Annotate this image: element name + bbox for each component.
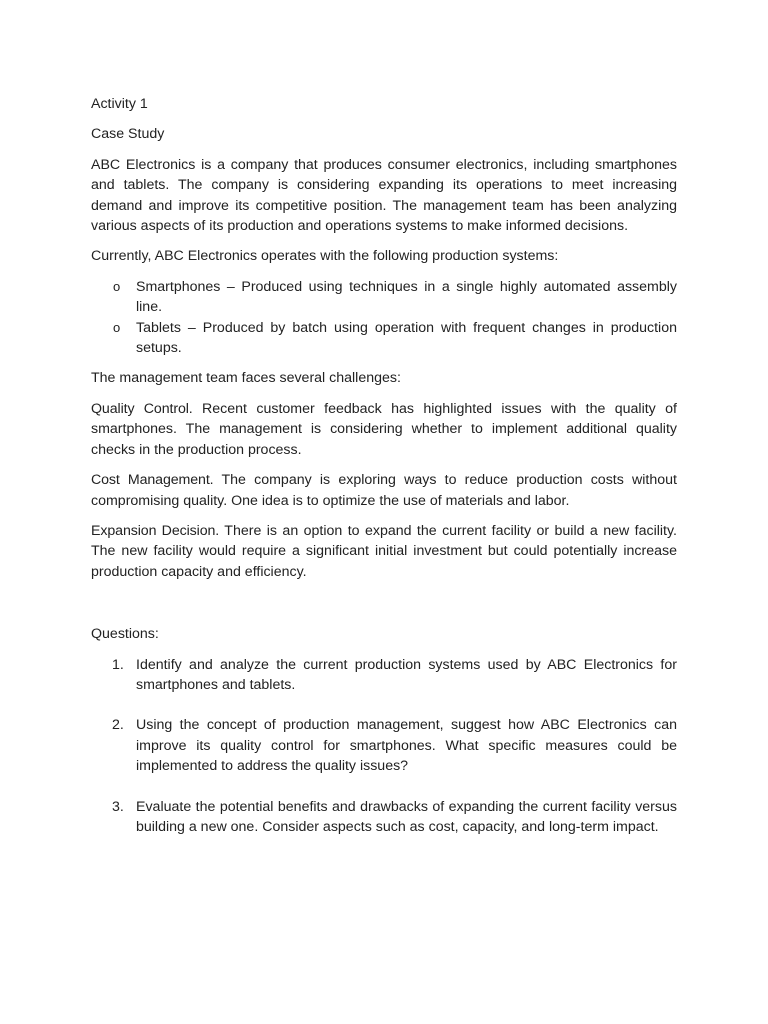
intro-paragraph: ABC Electronics is a company that produces consumer electronics, including smartphones and tablets. The company is considering expanding its operations to meet increasing demand and improve its competitive position. The management team has been analyzing various aspects of its production and operations systems to make informed decisions. [91,156,677,235]
questions-list [91,655,677,838]
challenge-cost-management [91,470,677,511]
system-text: Smartphones – Produced using techniques in a single highly automated assembly line. [136,278,677,316]
question-number: 3. [112,798,124,815]
challenge-text: There is an option to expand the current facility or build a new facility. The new facility would require a significant initial investment but could potentially increase production capacity and efficiency. [91,522,677,580]
document-page [91,94,677,857]
question-number: 1. [112,656,124,673]
challenge-text: Recent customer feedback has highlighted issues with the quality of smartphones. The management is considering whether to implement additional quality checks in the production process. [91,400,677,458]
bullet-icon: o [113,278,121,294]
challenge-label: Expansion Decision. [91,522,220,539]
list-item [91,797,677,838]
list-item [91,277,677,318]
challenge-label: Cost Management. [91,472,214,489]
question-text: Using the concept of production management, suggest how ABC Electronics can improve its quality control for smartphones. What specific measures could be implemented to address the quality issues? [136,717,677,775]
challenge-quality-control [91,399,677,460]
case-study-heading: Case Study [91,126,165,143]
question-number: 2. [112,717,124,734]
challenge-expansion-decision [91,521,677,582]
questions-heading: Questions: [91,626,159,643]
list-item [91,318,677,359]
question-text: Identify and analyze the current production systems used by ABC Electronics for smartphones and tablets. [136,656,677,693]
list-item [91,715,677,776]
section-spacer [91,592,677,624]
bullet-icon: o [113,319,121,335]
production-systems-list [91,277,677,359]
question-text: Evaluate the potential benefits and drawbacks of expanding the current facility versus building a new one. Consider aspects such as cost, capacity, and long-term impact. [136,798,677,835]
challenge-label: Quality Control. [91,400,193,417]
challenge-text: The company is exploring ways to reduce production costs without compromising quality. One idea is to optimize the use of materials and labor. [91,472,677,509]
system-text: Tablets – Produced by batch using operation with frequent changes in production setups. [136,319,677,357]
challenges-intro: The management team faces several challenges: [91,370,401,387]
activity-title: Activity 1 [91,96,148,112]
list-item [91,655,677,696]
systems-intro: Currently, ABC Electronics operates with the following production systems: [91,248,559,265]
